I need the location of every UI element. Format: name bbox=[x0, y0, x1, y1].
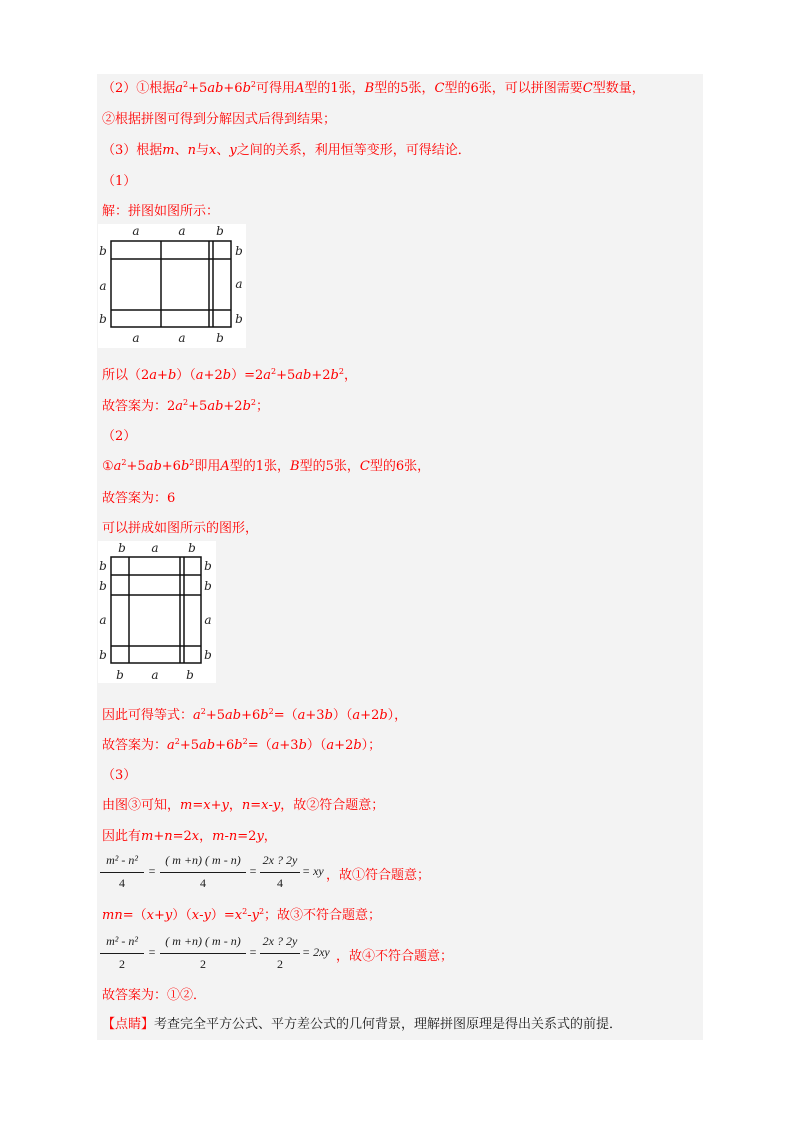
fraction-equation-2: m² - n² 2 = ( m +n) ( m - n) 2 = 2x ? 2y 2 = 2xy ，故④不符合题意； bbox=[100, 931, 520, 977]
frac2-num-3: 2x ? 2y bbox=[262, 934, 298, 948]
fig2-right-label: b bbox=[204, 648, 212, 662]
part2-intro-line-2: ②根据拼图可得到分解因式后得到结果； bbox=[102, 112, 337, 127]
answer-3: 故答案为：$a^2+5ab+6b^2=(a+3b)(a+2b)$； bbox=[102, 737, 382, 753]
figure-2-tiling bbox=[98, 541, 216, 683]
frac2-num-2: ( m +n) ( m - n) bbox=[165, 934, 241, 948]
section-2-label: （2） bbox=[102, 429, 137, 444]
fig2-top-label: a bbox=[151, 541, 159, 555]
result-2: 因此可得等式：$a^2+5ab+6b^2=(a+3b)(a+2b)$， bbox=[102, 707, 408, 723]
figure-1-svg bbox=[98, 224, 246, 348]
fig1-right-label: b bbox=[235, 312, 243, 326]
part2-intro-line: （2）①根据$a^2+5ab+6b^2$可得用A型的1张，B型的5张，C型的6张，可以拼图需要C型数量， bbox=[102, 80, 645, 96]
frac1-num-2: ( m +n) ( m - n) bbox=[165, 853, 241, 867]
solution-intro: 解：拼图如图所示： bbox=[102, 204, 220, 219]
comment-tag: 【点睛】 bbox=[102, 1017, 155, 1032]
fig2-right-label: b bbox=[204, 559, 212, 573]
fig2-left-label: a bbox=[99, 613, 107, 627]
figure-1-tiling bbox=[98, 224, 246, 348]
answer-1: 故答案为：$2a^2+5ab+2b^2$； bbox=[102, 398, 269, 414]
answer-2: 故答案为：6 bbox=[102, 491, 176, 506]
frac1-num-1: m² - n² bbox=[106, 853, 138, 867]
fig2-top-label: b bbox=[118, 541, 126, 555]
fig1-left-label: b bbox=[99, 244, 107, 258]
fig1-bottom-label: a bbox=[132, 331, 140, 345]
can-form-line: 可以拼成如图所示的图形， bbox=[102, 521, 259, 536]
fig2-left-label: b bbox=[99, 559, 107, 573]
comment-line bbox=[102, 1016, 622, 1034]
figure-2-svg bbox=[98, 541, 216, 683]
fig1-left-label: b bbox=[99, 312, 107, 326]
frac1-den-1: 4 bbox=[119, 876, 125, 890]
fig2-bottom-label: b bbox=[116, 668, 124, 682]
fig1-bottom-label: b bbox=[216, 331, 224, 345]
frac2-note: ，故④不符合题意； bbox=[336, 949, 454, 964]
frac2-num-1: m² - n² bbox=[106, 934, 138, 948]
frac1-den-3: 4 bbox=[277, 876, 283, 890]
hence-line: 因此有m+n=2x，m-n=2y， bbox=[102, 829, 277, 844]
fig2-bottom-label: a bbox=[151, 668, 159, 682]
fig1-right-label: a bbox=[235, 277, 243, 291]
fig2-left-label: b bbox=[99, 579, 107, 593]
section-3-label: （3） bbox=[102, 768, 137, 783]
comment-text: 考查完全平方公式、平方差公式的几何背景，理解拼图原理是得出关系式的前提． bbox=[154, 1017, 623, 1032]
from-figure-line: 由图③可知，m=x+y，n=x-y，故②符合题意； bbox=[102, 798, 385, 813]
fig2-top-label: b bbox=[188, 541, 196, 555]
fig2-bottom-label: b bbox=[186, 668, 194, 682]
frac2-rhs: = 2xy bbox=[302, 945, 330, 959]
fig1-top-label: a bbox=[178, 224, 186, 238]
fig1-bottom-label: a bbox=[178, 331, 186, 345]
fig2-left-label: b bbox=[99, 648, 107, 662]
mn-line: $mn=(x+y)(x-y)=x^2-y^2$；故③不符合题意； bbox=[102, 907, 382, 923]
part3-intro-line: （3）根据m、n与x、y之间的关系，利用恒等变形，可得结论． bbox=[102, 143, 471, 158]
frac1-note: ，故①符合题意； bbox=[326, 868, 431, 883]
fig1-left-label: a bbox=[99, 279, 107, 293]
frac1-rhs: = xy bbox=[302, 864, 324, 878]
section-1-label: （1） bbox=[102, 174, 137, 189]
result-1: 所以$(2a+b)(a+2b)=2a^2+5ab+2b^2$， bbox=[102, 367, 357, 383]
fraction-equation-1: m² - n² 4 = ( m +n) ( m - n) 4 = 2x ? 2y 4 = xy ，故①符合题意； bbox=[100, 850, 520, 896]
fig1-top-label: a bbox=[132, 224, 140, 238]
frac1-den-2: 4 bbox=[200, 876, 206, 890]
fig2-right-label: a bbox=[204, 613, 212, 627]
frac1-num-3: 2x ? 2y bbox=[262, 853, 298, 867]
frac2-den-3: 2 bbox=[277, 957, 283, 971]
fig2-right-label: b bbox=[204, 579, 212, 593]
frac2-den-1: 2 bbox=[119, 957, 125, 971]
frac2-den-2: 2 bbox=[200, 957, 206, 971]
fig1-right-label: b bbox=[235, 244, 243, 258]
final-answer: 故答案为：①②． bbox=[102, 988, 207, 1003]
fig1-top-label: b bbox=[216, 224, 224, 238]
part2-line-1: $①a^2+5ab+6b^2$即用A型的1张，B型的5张，C型的6张， bbox=[102, 458, 431, 474]
